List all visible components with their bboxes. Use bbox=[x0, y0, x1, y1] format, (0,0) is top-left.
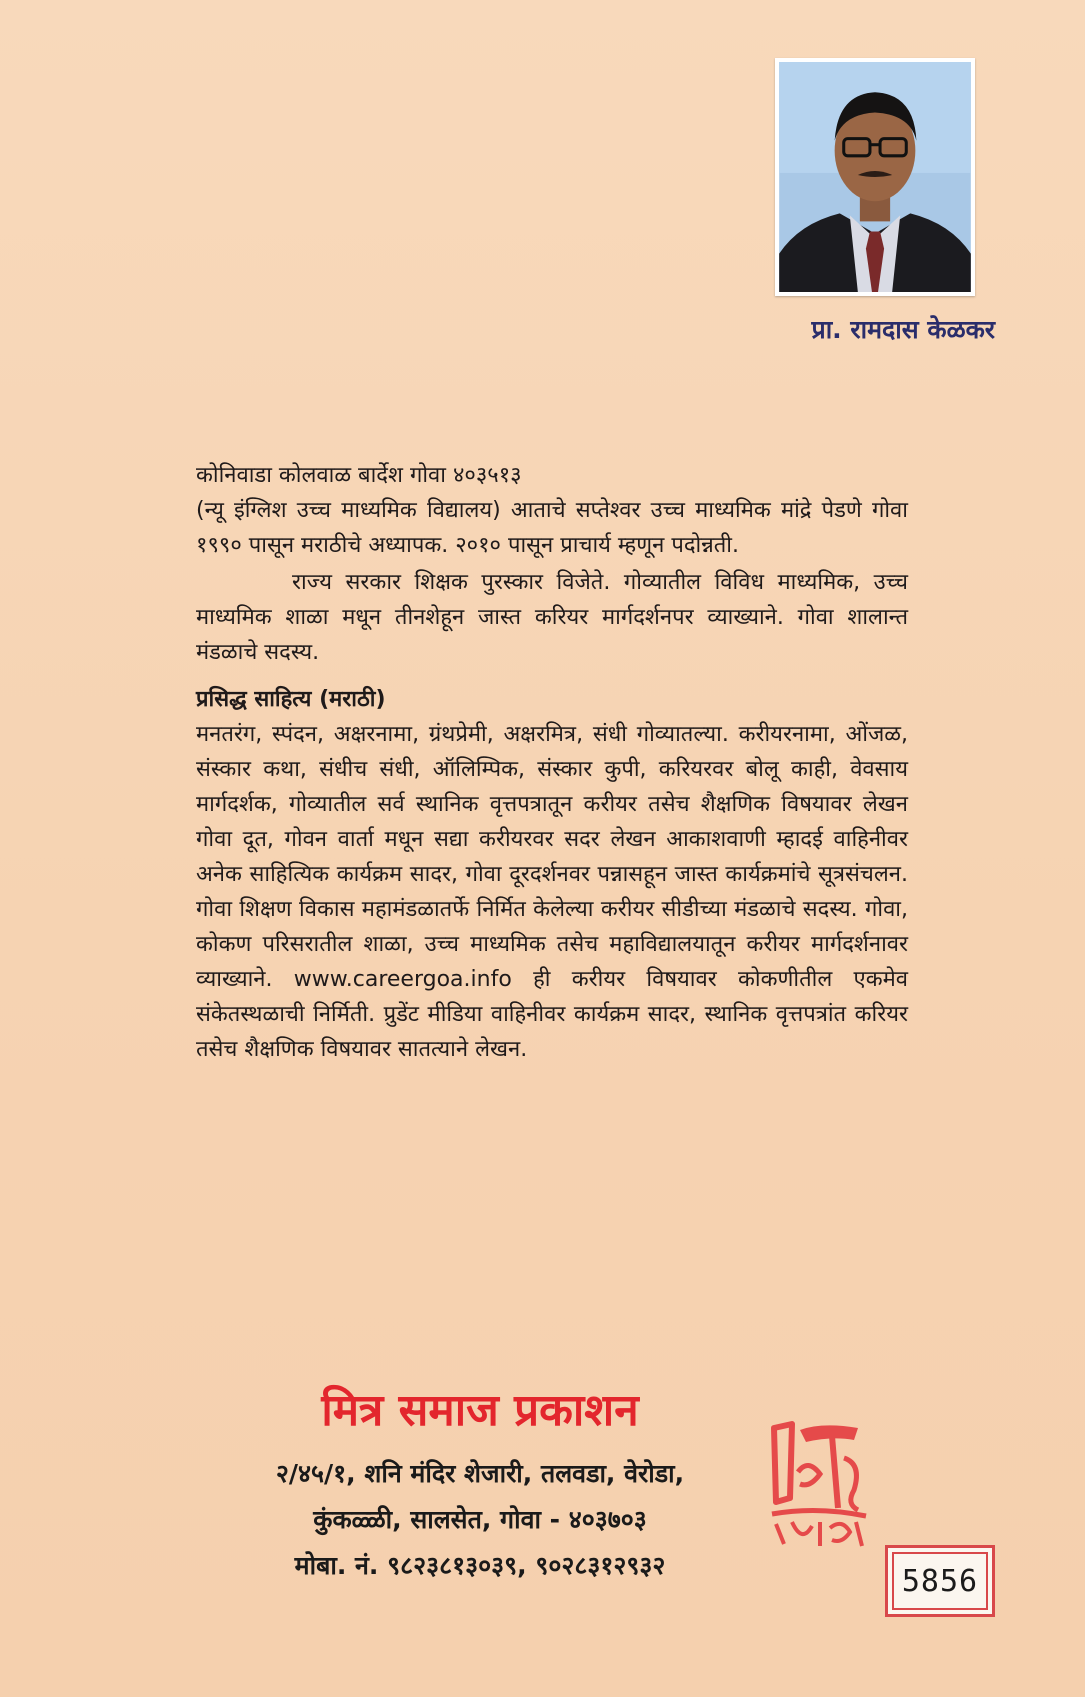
author-portrait-image bbox=[779, 62, 971, 292]
publisher-stamp-logo bbox=[762, 1418, 877, 1553]
author-bio bbox=[196, 458, 908, 1067]
author-name: प्रा. रामदास केळकर bbox=[811, 315, 995, 344]
publisher-name: मित्र समाज प्रकाशन bbox=[321, 1385, 639, 1436]
author-address: कोनिवाडा कोलवाळ बार्देश गोवा ४०३५१३ bbox=[196, 463, 522, 488]
publisher-phone: मोबा. नं. ९८२३८१३०३९, ९०२८३१२९३२ bbox=[294, 1551, 666, 1580]
stock-number: 5856 bbox=[892, 1552, 988, 1610]
publisher-address-line2: कुंकळ्ळी, सालसेत, गोवा - ४०३७०३ bbox=[313, 1505, 647, 1534]
works-heading: प्रसिद्ध साहित्य (मराठी) bbox=[196, 687, 386, 712]
publisher-address-line1: २/४५/१, शनि मंदिर शेजारी, तलवडा, वेरोडा, bbox=[275, 1459, 685, 1488]
works-list: मनतरंग, स्पंदन, अक्षरनामा, ग्रंथप्रेमी, अक्षरमित्र, संधी गोव्यातल्या. करीयरनामा, ओंजळ, संस्कार कथा, संधीच संधी, ऑलिम्पिक, संस्कार कुपी, करियरवर बोलू काही, वेवसाय मार्गदर्शक, गोव्यातील सर्व स्थानिक वृत्तपत्रातून करीयर तसेच शैक्षणिक विषयावर लेखन गोवा दूत, गोवन वार्ता मधून सद्या करीयरवर सदर लेखन आकाशवाणी म्हादई वाहिनीवर अनेक साहित्यिक कार्यक्रम सादर, गोवा दूरदर्शनवर पन्नासहून जास्त कार्यक्रमांचे सूत्रसंचलन. गोवा शिक्षण विकास महामंडळातर्फे निर्मित केलेल्या करीयर सीडीच्या मंडळाचे सदस्य. गोवा, कोकण परिसरातील शाळा, उच्च माध्यमिक तसेच महाविद्यालयातून करीयर मार्गदर्शनावर व्याख्याने. www.careergoa.info ही करीयर विषयावर कोकणीतील एकमेव संकेतस्थळाची निर्मिती. प्रुडेंट मीडिया वाहिनीवर कार्यक्रम सादर, स्थानिक वृत्तपत्रांत करियर तसेच शैक्षणिक विषयावर सातत्याने लेखन. bbox=[196, 722, 908, 1062]
stamp-icon bbox=[762, 1418, 877, 1553]
stock-number-label bbox=[885, 1545, 995, 1617]
author-awards: राज्य सरकार शिक्षक पुरस्कार विजेते. गोव्यातील विविध माध्यमिक, उच्च माध्यमिक शाळा मधून तीनशेहून जास्त करियर मार्गदर्शनपर व्याख्याने. गोवा शालान्त मंडळाचे सदस्य. bbox=[196, 570, 908, 665]
author-career: (न्यू इंग्लिश उच्च माध्यमिक विद्यालय) आताचे सप्तेश्वर उच्च माध्यमिक मांद्रे पेडणे गोवा १९९० पासून मराठीचे अध्यापक. २०१० पासून प्राचार्य म्हणून पदोन्नती. bbox=[196, 498, 908, 558]
author-photo bbox=[775, 58, 975, 296]
